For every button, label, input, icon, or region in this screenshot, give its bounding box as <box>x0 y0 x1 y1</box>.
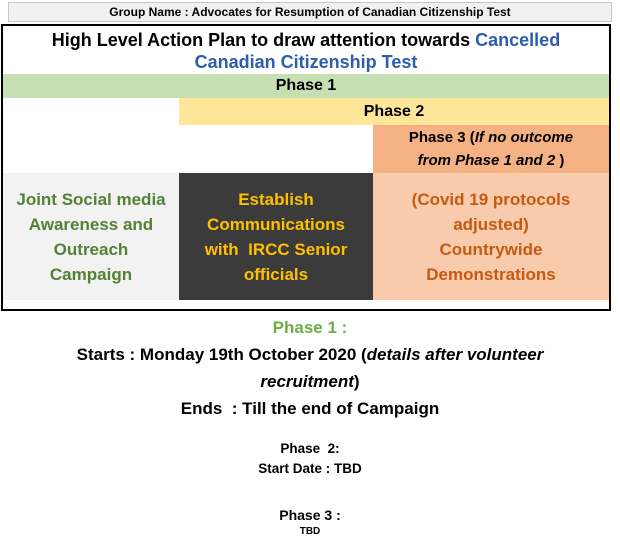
phase2-start-date: Start Date : TBD <box>258 461 362 476</box>
phase1-starts-line <box>0 341 620 368</box>
phase1-starts-prefix: Starts : Monday 19th October 2020 ( <box>76 345 367 364</box>
column-line: Communications <box>207 214 345 234</box>
column-line: Campaign <box>49 264 133 284</box>
phase3-label-italic-1: If no outcome <box>474 129 574 146</box>
phase3-spacer <box>3 125 373 173</box>
column-line: Joint Social media <box>16 189 166 209</box>
column-line: Demonstrations <box>426 264 556 284</box>
column-line: Countrywide <box>439 239 543 259</box>
phase3-details-heading: Phase 3 : <box>279 507 341 523</box>
columns-row <box>3 173 609 300</box>
plan-title-black-text: High Level Action Plan to draw attention towards <box>51 30 476 50</box>
box-bottom-gap <box>3 300 609 309</box>
column-countrywide-demonstrations <box>373 173 609 300</box>
group-name-banner <box>8 2 612 22</box>
phase1-bar <box>3 74 609 98</box>
column-line: Awareness and <box>28 214 154 234</box>
phase3-bar-label-line-1 <box>409 126 573 149</box>
phase3-label-prefix: Phase 3 ( <box>408 129 475 146</box>
phase1-starts-italic: details after volunteer <box>366 345 544 364</box>
plan-title-line-1 <box>3 29 609 51</box>
column-line: with IRCC Senior <box>204 239 348 259</box>
phase1-bar-label: Phase 1 <box>275 77 337 94</box>
phase1-details-heading: Phase 1 : <box>272 318 348 337</box>
phase3-bar <box>373 125 609 173</box>
phase3-label-italic-2: from Phase 1 and 2 <box>417 152 556 169</box>
plan-title-line-2 <box>3 51 609 73</box>
phase1-recruitment-line <box>0 368 620 395</box>
phase3-label-suffix: ) <box>555 152 565 169</box>
column-social-media-campaign <box>3 173 179 300</box>
plan-title-blue-text-2: Canadian Citizenship Test <box>194 52 418 72</box>
phase3-tbd: TBD <box>299 526 321 537</box>
column-line: adjusted) <box>453 214 529 234</box>
column-line: Establish <box>238 189 314 209</box>
phase3-bar-label-line-2 <box>418 149 565 172</box>
column-line: (Covid 19 protocols <box>411 189 571 209</box>
group-name-text: Group Name : Advocates for Resumption of Canadian Citizenship Test <box>109 5 511 19</box>
plan-title-blue-text-1: Cancelled <box>475 30 561 50</box>
action-plan-box <box>1 24 611 311</box>
phase2-row <box>3 98 609 125</box>
phase-details-section <box>0 313 620 539</box>
phase2-spacer <box>3 98 179 125</box>
plan-title <box>3 26 609 74</box>
phase2-bar-label: Phase 2 <box>363 102 425 120</box>
column-ircc-communications <box>179 173 373 300</box>
phase2-bar <box>179 98 609 125</box>
column-line: officials <box>243 264 309 284</box>
phase3-row <box>3 125 609 173</box>
phase2-details-heading: Phase 2: <box>280 441 340 456</box>
phase1-ends-line: Ends : Till the end of Campaign <box>180 399 440 418</box>
phase1-recruitment-suffix: ) <box>353 372 360 391</box>
phase1-recruitment-italic: recruitment <box>260 372 354 391</box>
column-line: Outreach <box>53 239 129 259</box>
